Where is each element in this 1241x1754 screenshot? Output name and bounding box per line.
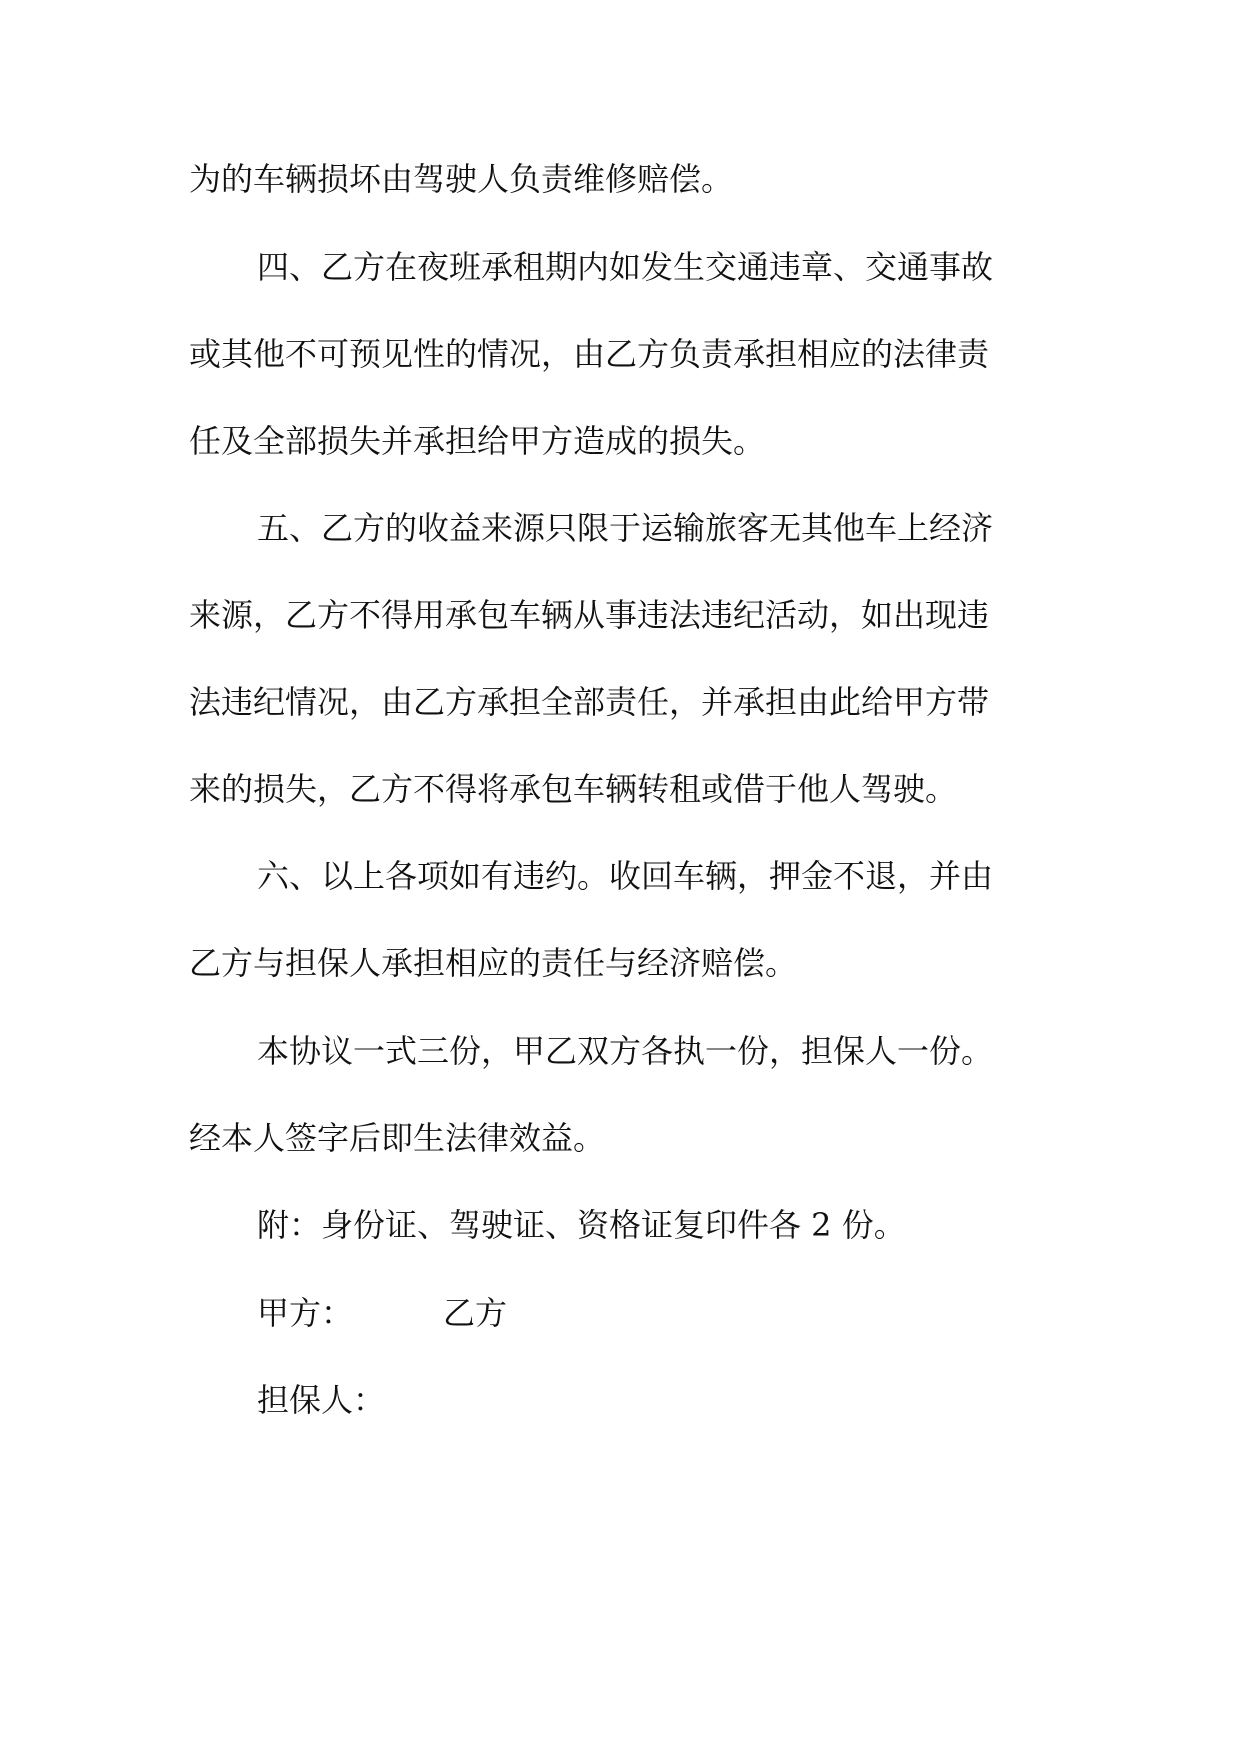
text-line-attachments: 附：身份证、驾驶证、资格证复印件各 2 份。 (257, 1206, 906, 1244)
party-b-signature-label: 乙方 (443, 1294, 508, 1332)
text-line: 来的损失，乙方不得将承包车辆转租或借于他人驾驶。 (189, 770, 958, 808)
text-line-clause-five: 五、乙方的收益来源只限于运输旅客无其他车上经济 (257, 509, 994, 547)
text-line: 为的车辆损坏由驾驶人负责维修赔偿。 (189, 160, 734, 198)
text-line-copies: 本协议一式三份，甲乙双方各执一份，担保人一份。 (257, 1032, 994, 1070)
party-a-signature-label: 甲方： (257, 1294, 354, 1332)
text-line: 或其他不可预见性的情况，由乙方负责承担相应的法律责 (189, 335, 990, 373)
text-line-clause-six: 六、以上各项如有违约。收回车辆，押金不退，并由 (257, 857, 994, 895)
text-line: 任及全部损失并承担给甲方造成的损失。 (189, 422, 766, 460)
guarantor-signature-label: 担保人： (257, 1381, 386, 1419)
text-line: 法违纪情况，由乙方承担全部责任，并承担由此给甲方带 (189, 683, 990, 721)
text-line: 经本人签字后即生法律效益。 (189, 1119, 606, 1157)
text-line: 来源，乙方不得用承包车辆从事违法违纪活动，如出现违 (189, 596, 990, 634)
text-line: 乙方与担保人承担相应的责任与经济赔偿。 (189, 944, 798, 982)
text-line-clause-four: 四、乙方在夜班承租期内如发生交通违章、交通事故 (257, 248, 994, 286)
